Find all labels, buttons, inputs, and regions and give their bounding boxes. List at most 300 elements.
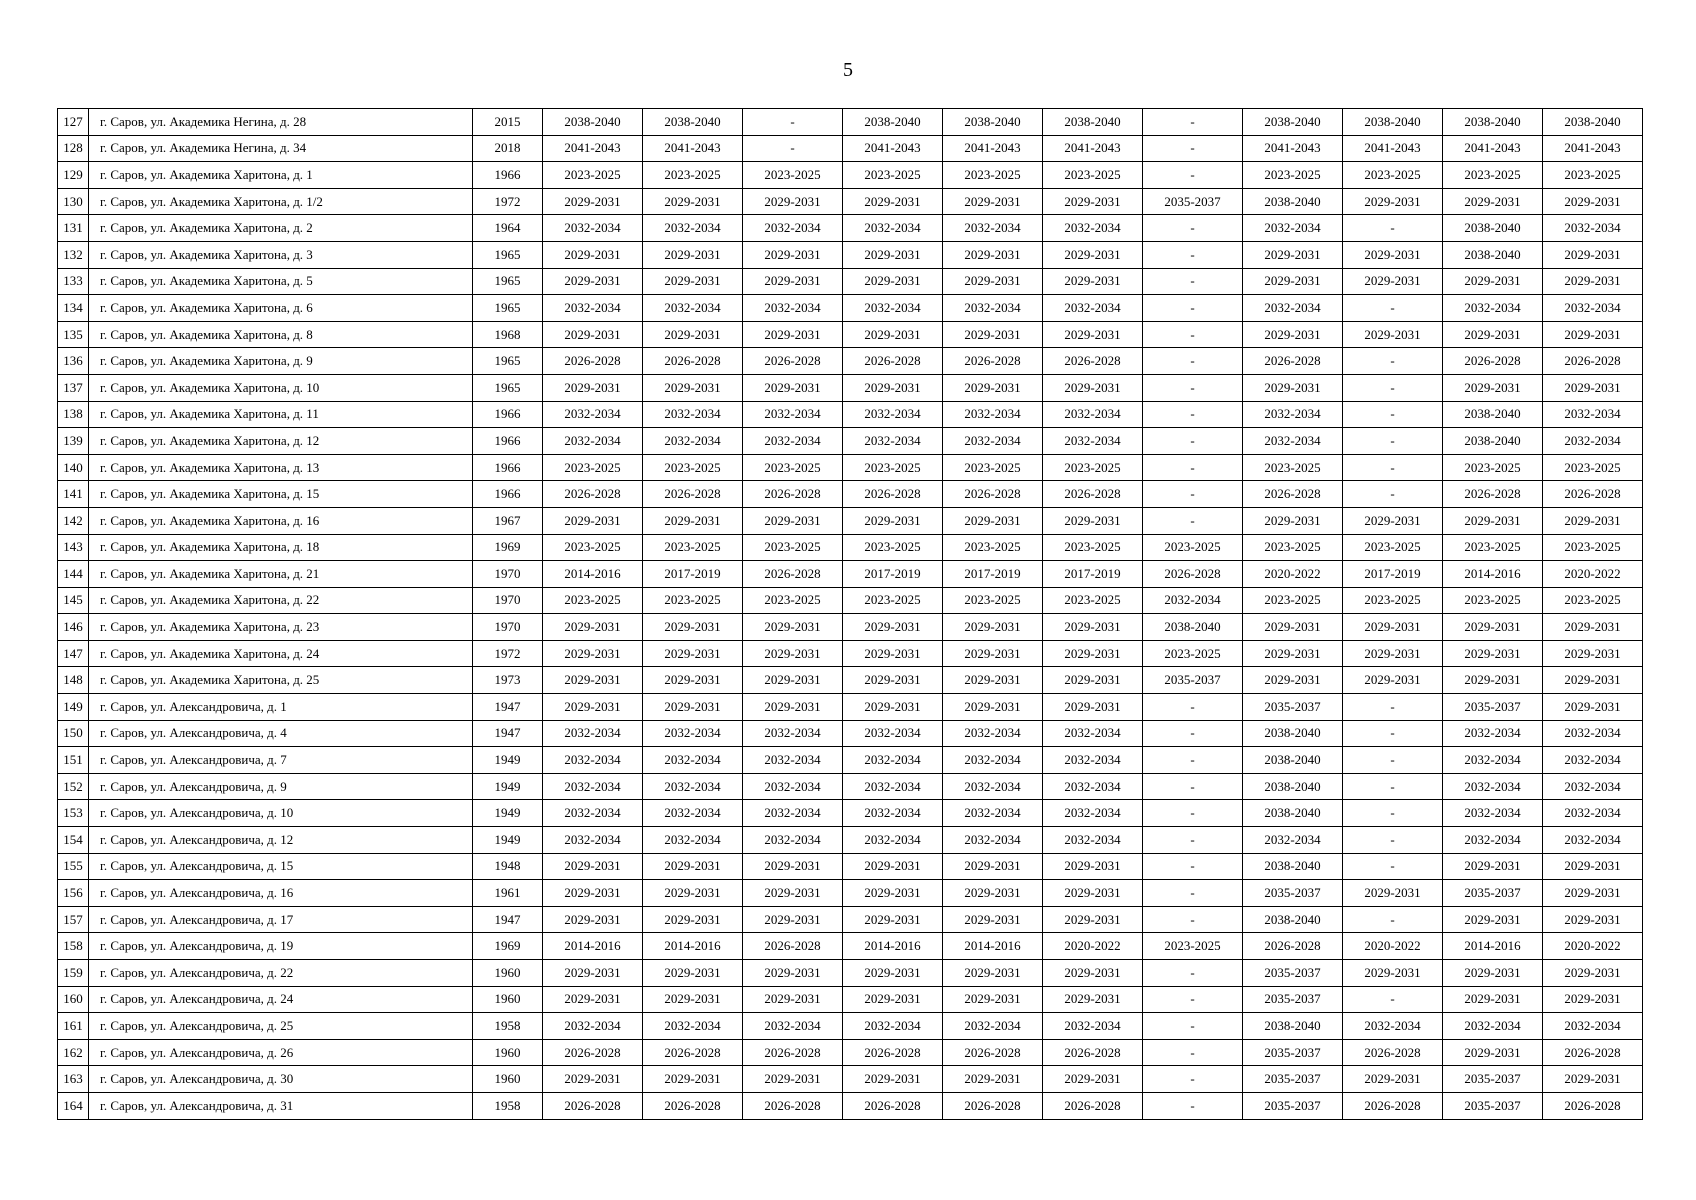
period-cell: 2029-2031 [1443,960,1543,987]
period-cell: 2029-2031 [643,1066,743,1093]
period-cell: 2029-2031 [1043,694,1143,721]
period-cell: 2026-2028 [1543,1039,1643,1066]
period-cell: 2029-2031 [843,694,943,721]
period-cell: 2032-2034 [1443,747,1543,774]
period-cell: 2029-2031 [1043,880,1143,907]
period-cell: 2026-2028 [1043,481,1143,508]
period-cell: 2029-2031 [643,986,743,1013]
period-cell: 2029-2031 [1243,374,1343,401]
period-cell: 2020-2022 [1343,933,1443,960]
table-row [58,933,1643,960]
period-cell: 2023-2025 [943,454,1043,481]
period-cell: 2029-2031 [1043,374,1143,401]
period-cell: 2029-2031 [1543,880,1643,907]
period-cell: 2029-2031 [843,268,943,295]
period-cell: - [1343,295,1443,322]
period-cell: 2017-2019 [643,561,743,588]
period-cell: - [1343,720,1443,747]
address-cell: г. Саров, ул. Академика Харитона, д. 24 [89,640,473,667]
period-cell: - [1143,215,1243,242]
build-year-cell: 1961 [473,880,543,907]
period-cell: 2029-2031 [743,241,843,268]
period-cell: 2032-2034 [643,773,743,800]
table-row [58,188,1643,215]
period-cell: 2038-2040 [843,109,943,136]
period-cell: 2029-2031 [1543,241,1643,268]
table-row [58,960,1643,987]
period-cell: 2035-2037 [1243,1039,1343,1066]
period-cell: 2029-2031 [1543,694,1643,721]
period-cell: 2032-2034 [843,215,943,242]
period-cell: 2032-2034 [943,401,1043,428]
period-cell: 2038-2040 [1243,800,1343,827]
period-cell: 2029-2031 [1343,614,1443,641]
period-cell: 2035-2037 [1243,1092,1343,1119]
period-cell: 2029-2031 [943,986,1043,1013]
period-cell: 2038-2040 [1443,215,1543,242]
period-cell: 2029-2031 [843,667,943,694]
build-year-cell: 1960 [473,986,543,1013]
period-cell: 2032-2034 [1543,1013,1643,1040]
period-cell: - [1343,986,1443,1013]
period-cell: 2023-2025 [1043,162,1143,189]
address-cell: г. Саров, ул. Александровича, д. 4 [89,720,473,747]
period-cell: 2023-2025 [1043,587,1143,614]
period-cell: 2032-2034 [743,401,843,428]
period-cell: 2035-2037 [1243,986,1343,1013]
period-cell: 2032-2034 [1543,401,1643,428]
period-cell: 2029-2031 [1443,906,1543,933]
table-row [58,1013,1643,1040]
period-cell: 2032-2034 [643,747,743,774]
period-cell: 2029-2031 [1443,188,1543,215]
period-cell: 2026-2028 [1343,1092,1443,1119]
period-cell: 2032-2034 [643,215,743,242]
period-cell: 2038-2040 [1443,428,1543,455]
table-row [58,667,1643,694]
period-cell: 2038-2040 [1143,614,1243,641]
period-cell: 2029-2031 [1543,268,1643,295]
period-cell: - [1343,428,1443,455]
table-row [58,162,1643,189]
build-year-cell: 1948 [473,853,543,880]
table-row [58,694,1643,721]
build-year-cell: 1969 [473,534,543,561]
period-cell: 2032-2034 [843,295,943,322]
period-cell: - [1343,401,1443,428]
period-cell: 2029-2031 [543,853,643,880]
period-cell: 2029-2031 [1043,960,1143,987]
address-cell: г. Саров, ул. Академика Харитона, д. 5 [89,268,473,295]
row-number: 131 [58,215,89,242]
period-cell: 2029-2031 [843,986,943,1013]
period-cell: 2029-2031 [743,694,843,721]
address-cell: г. Саров, ул. Академика Негина, д. 34 [89,135,473,162]
period-cell: 2029-2031 [1243,667,1343,694]
period-cell: 2023-2025 [1343,534,1443,561]
row-number: 145 [58,587,89,614]
period-cell: 2032-2034 [543,1013,643,1040]
period-cell: - [743,135,843,162]
table-row [58,561,1643,588]
period-cell: 2041-2043 [643,135,743,162]
period-cell: 2029-2031 [743,268,843,295]
period-cell: 2029-2031 [743,667,843,694]
period-cell: 2032-2034 [543,215,643,242]
period-cell: 2020-2022 [1543,561,1643,588]
period-cell: 2029-2031 [943,241,1043,268]
row-number: 164 [58,1092,89,1119]
period-cell: 2026-2028 [643,348,743,375]
period-cell: 2029-2031 [1543,906,1643,933]
period-cell: 2032-2034 [843,720,943,747]
period-cell: - [1343,454,1443,481]
period-cell: 2038-2040 [643,109,743,136]
period-cell: 2029-2031 [543,667,643,694]
period-cell: - [1143,401,1243,428]
period-cell: 2032-2034 [543,827,643,854]
period-cell: - [1143,720,1243,747]
table-row [58,800,1643,827]
period-cell: 2029-2031 [1043,853,1143,880]
period-cell: 2032-2034 [743,1013,843,1040]
period-cell: 2029-2031 [743,614,843,641]
period-cell: 2029-2031 [1343,241,1443,268]
period-cell: 2029-2031 [743,640,843,667]
row-number: 132 [58,241,89,268]
period-cell: 2023-2025 [1543,587,1643,614]
period-cell: 2029-2031 [843,1066,943,1093]
address-cell: г. Саров, ул. Александровича, д. 10 [89,800,473,827]
period-cell: 2029-2031 [543,906,643,933]
period-cell: 2029-2031 [1443,986,1543,1013]
period-cell: 2029-2031 [1543,374,1643,401]
period-cell: 2032-2034 [543,295,643,322]
period-cell: 2032-2034 [943,800,1043,827]
table-row [58,1092,1643,1119]
row-number: 137 [58,374,89,401]
period-cell: 2032-2034 [1043,827,1143,854]
address-cell: г. Саров, ул. Александровича, д. 31 [89,1092,473,1119]
period-cell: 2032-2034 [843,800,943,827]
period-cell: 2032-2034 [643,1013,743,1040]
period-cell: 2029-2031 [1243,507,1343,534]
address-cell: г. Саров, ул. Академика Харитона, д. 9 [89,348,473,375]
period-cell: 2029-2031 [1343,507,1443,534]
period-cell: 2032-2034 [643,401,743,428]
period-cell: 2041-2043 [1243,135,1343,162]
period-cell: 2026-2028 [843,348,943,375]
period-cell: - [1343,853,1443,880]
period-cell: 2038-2040 [1243,1013,1343,1040]
period-cell: 2029-2031 [943,960,1043,987]
period-cell: 2023-2025 [1543,534,1643,561]
period-cell: - [1143,906,1243,933]
period-cell: 2023-2025 [943,162,1043,189]
address-cell: г. Саров, ул. Академика Харитона, д. 25 [89,667,473,694]
period-cell: 2032-2034 [643,295,743,322]
table-row [58,481,1643,508]
period-cell: 2029-2031 [1043,1066,1143,1093]
table-row [58,614,1643,641]
period-cell: 2029-2031 [943,640,1043,667]
period-cell: 2029-2031 [1043,507,1143,534]
period-cell: 2029-2031 [1543,853,1643,880]
address-cell: г. Саров, ул. Академика Харитона, д. 11 [89,401,473,428]
period-cell: 2032-2034 [1443,295,1543,322]
build-year-cell: 2015 [473,109,543,136]
period-cell: - [1343,481,1443,508]
period-cell: 2032-2034 [1143,587,1243,614]
period-cell: 2038-2040 [1443,401,1543,428]
row-number: 156 [58,880,89,907]
period-cell: 2029-2031 [943,694,1043,721]
period-cell: - [1143,374,1243,401]
period-cell: 2032-2034 [643,800,743,827]
build-year-cell: 1958 [473,1092,543,1119]
period-cell: 2038-2040 [1543,109,1643,136]
period-cell: 2029-2031 [1343,640,1443,667]
row-number: 146 [58,614,89,641]
build-year-cell: 1958 [473,1013,543,1040]
period-cell: 2032-2034 [1543,295,1643,322]
table-row [58,321,1643,348]
row-number: 144 [58,561,89,588]
row-number: 161 [58,1013,89,1040]
period-cell: 2029-2031 [943,853,1043,880]
period-cell: 2032-2034 [1243,215,1343,242]
period-cell: 2032-2034 [1543,773,1643,800]
period-cell: 2032-2034 [643,827,743,854]
table-row [58,428,1643,455]
address-cell: г. Саров, ул. Академика Харитона, д. 2 [89,215,473,242]
period-cell: 2041-2043 [1543,135,1643,162]
period-cell: 2014-2016 [1443,933,1543,960]
page-number: 5 [843,59,853,81]
period-cell: 2038-2040 [1443,109,1543,136]
period-cell: 2029-2031 [1443,667,1543,694]
row-number: 140 [58,454,89,481]
build-year-cell: 1965 [473,241,543,268]
period-cell: 2026-2028 [1043,1039,1143,1066]
table-body [58,109,1643,1120]
period-cell: - [1143,135,1243,162]
address-cell: г. Саров, ул. Академика Харитона, д. 13 [89,454,473,481]
period-cell: 2029-2031 [843,880,943,907]
period-cell: - [1143,428,1243,455]
period-cell: 2029-2031 [643,880,743,907]
period-cell: 2026-2028 [743,933,843,960]
period-cell: 2041-2043 [1043,135,1143,162]
period-cell: 2026-2028 [843,1092,943,1119]
period-cell: 2032-2034 [1043,401,1143,428]
period-cell: 2032-2034 [543,720,643,747]
period-cell: - [1143,1013,1243,1040]
period-cell: - [1343,348,1443,375]
address-cell: г. Саров, ул. Академика Харитона, д. 3 [89,241,473,268]
period-cell: 2023-2025 [1143,933,1243,960]
period-cell: 2029-2031 [943,507,1043,534]
period-cell: - [743,109,843,136]
period-cell: 2029-2031 [643,960,743,987]
period-cell: 2032-2034 [843,773,943,800]
period-cell: 2026-2028 [643,1092,743,1119]
build-year-cell: 1966 [473,428,543,455]
build-year-cell: 1949 [473,747,543,774]
table-row [58,534,1643,561]
period-cell: 2023-2025 [543,534,643,561]
period-cell: 2038-2040 [1243,109,1343,136]
period-cell: 2023-2025 [543,162,643,189]
period-cell: 2029-2031 [1543,321,1643,348]
period-cell: 2029-2031 [1043,640,1143,667]
row-number: 153 [58,800,89,827]
period-cell: 2023-2025 [643,454,743,481]
period-cell: 2032-2034 [943,827,1043,854]
row-number: 160 [58,986,89,1013]
address-cell: г. Саров, ул. Академика Харитона, д. 1 [89,162,473,189]
period-cell: 2035-2037 [1443,880,1543,907]
period-cell: 2023-2025 [543,587,643,614]
period-cell: 2023-2025 [743,534,843,561]
period-cell: 2041-2043 [543,135,643,162]
period-cell: 2038-2040 [1343,109,1443,136]
period-cell: 2023-2025 [843,587,943,614]
period-cell: 2029-2031 [843,507,943,534]
period-cell: 2029-2031 [1543,667,1643,694]
period-cell: - [1143,986,1243,1013]
row-number: 151 [58,747,89,774]
address-cell: г. Саров, ул. Академика Негина, д. 28 [89,109,473,136]
row-number: 130 [58,188,89,215]
table-row [58,906,1643,933]
period-cell: 2029-2031 [843,241,943,268]
period-cell: - [1143,773,1243,800]
row-number: 154 [58,827,89,854]
period-cell: 2023-2025 [1043,534,1143,561]
period-cell: 2032-2034 [1343,1013,1443,1040]
period-cell: 2029-2031 [543,241,643,268]
period-cell: 2038-2040 [1243,906,1343,933]
period-cell: 2029-2031 [843,853,943,880]
row-number: 128 [58,135,89,162]
period-cell: 2029-2031 [643,640,743,667]
build-year-cell: 1947 [473,720,543,747]
period-cell: 2029-2031 [843,614,943,641]
table-row [58,853,1643,880]
address-cell: г. Саров, ул. Александровича, д. 12 [89,827,473,854]
period-cell: 2032-2034 [743,295,843,322]
period-cell: 2026-2028 [943,1092,1043,1119]
period-cell: - [1143,827,1243,854]
period-cell: 2023-2025 [1143,534,1243,561]
address-cell: г. Саров, ул. Академика Харитона, д. 23 [89,614,473,641]
period-cell: 2029-2031 [1043,906,1143,933]
row-number: 133 [58,268,89,295]
period-cell: - [1143,1092,1243,1119]
period-cell: 2029-2031 [1043,188,1143,215]
period-cell: 2032-2034 [1043,428,1143,455]
build-year-cell: 1947 [473,694,543,721]
period-cell: 2029-2031 [543,268,643,295]
period-cell: 2026-2028 [1043,1092,1143,1119]
period-cell: 2032-2034 [1043,747,1143,774]
table-row [58,374,1643,401]
period-cell: 2032-2034 [943,747,1043,774]
table-row [58,507,1643,534]
period-cell: 2029-2031 [743,321,843,348]
period-cell: 2032-2034 [743,747,843,774]
build-year-cell: 1965 [473,374,543,401]
row-number: 150 [58,720,89,747]
period-cell: - [1343,800,1443,827]
period-cell: 2023-2025 [1543,162,1643,189]
period-cell: 2026-2028 [543,1039,643,1066]
period-cell: 2023-2025 [1243,454,1343,481]
period-cell: - [1343,773,1443,800]
period-cell: 2032-2034 [1443,773,1543,800]
period-cell: 2017-2019 [843,561,943,588]
build-year-cell: 1972 [473,640,543,667]
row-number: 136 [58,348,89,375]
table-row [58,268,1643,295]
period-cell: 2029-2031 [543,960,643,987]
period-cell: 2026-2028 [1343,1039,1443,1066]
period-cell: 2032-2034 [743,800,843,827]
period-cell: - [1143,960,1243,987]
period-cell: 2026-2028 [643,481,743,508]
build-year-cell: 1973 [473,667,543,694]
build-year-cell: 1968 [473,321,543,348]
period-cell: 2029-2031 [743,507,843,534]
period-cell: 2023-2025 [1243,534,1343,561]
period-cell: 2032-2034 [1043,215,1143,242]
period-cell: 2029-2031 [1243,614,1343,641]
period-cell: 2035-2037 [1243,694,1343,721]
address-cell: г. Саров, ул. Академика Харитона, д. 18 [89,534,473,561]
period-cell: 2038-2040 [1443,241,1543,268]
build-year-cell: 1965 [473,348,543,375]
period-cell: 2026-2028 [1543,1092,1643,1119]
build-year-cell: 1949 [473,827,543,854]
period-cell: 2029-2031 [643,268,743,295]
address-cell: г. Саров, ул. Александровича, д. 15 [89,853,473,880]
period-cell: 2023-2025 [643,534,743,561]
period-cell: 2023-2025 [743,587,843,614]
address-cell: г. Саров, ул. Академика Харитона, д. 22 [89,587,473,614]
period-cell: 2038-2040 [1243,773,1343,800]
period-cell: 2023-2025 [743,454,843,481]
period-cell: 2029-2031 [843,640,943,667]
row-number: 139 [58,428,89,455]
address-cell: г. Саров, ул. Академика Харитона, д. 15 [89,481,473,508]
period-cell: 2014-2016 [643,933,743,960]
period-cell: - [1343,694,1443,721]
period-cell: - [1143,348,1243,375]
period-cell: 2029-2031 [1343,188,1443,215]
period-cell: 2026-2028 [1043,348,1143,375]
period-cell: 2029-2031 [743,374,843,401]
period-cell: 2035-2037 [1143,667,1243,694]
period-cell: 2026-2028 [543,1092,643,1119]
period-cell: 2041-2043 [1443,135,1543,162]
period-cell: 2029-2031 [1043,986,1143,1013]
table-row [58,587,1643,614]
period-cell: 2032-2034 [843,428,943,455]
period-cell: 2038-2040 [943,109,1043,136]
period-cell: 2029-2031 [1243,321,1343,348]
build-year-cell: 1965 [473,268,543,295]
